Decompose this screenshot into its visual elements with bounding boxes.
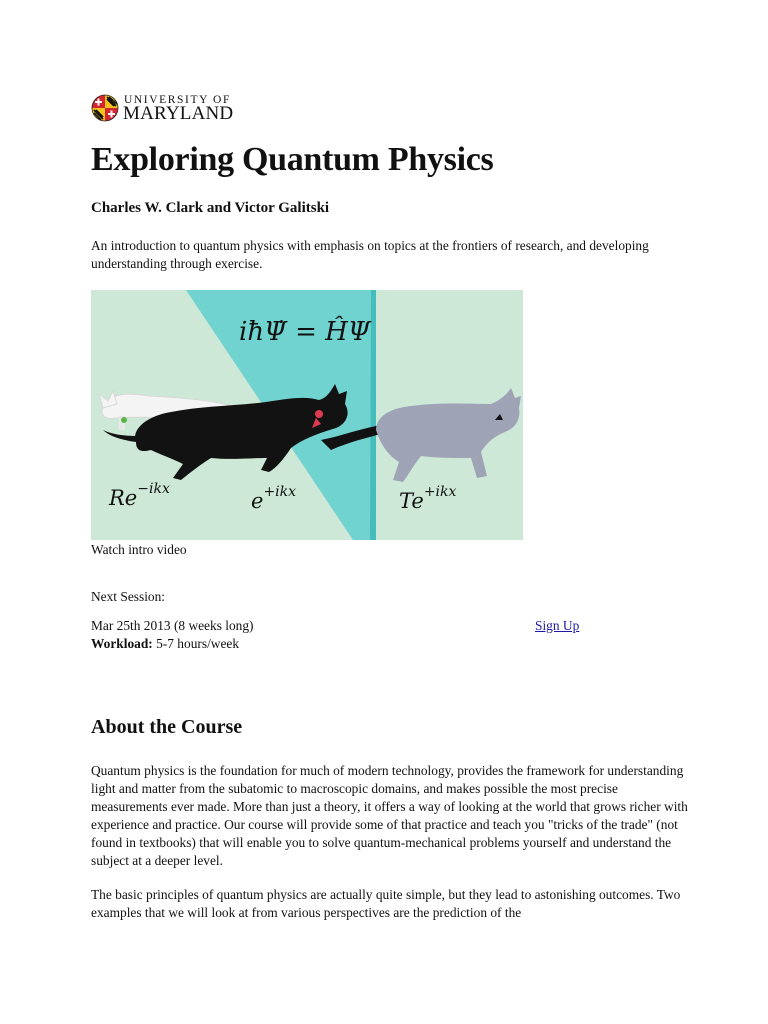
label-transmitted: Te bbox=[399, 489, 424, 513]
session-date: Mar 25th 2013 (8 weeks long) bbox=[91, 618, 254, 633]
workload-label: Workload: bbox=[91, 636, 153, 651]
logo-text-maryland: MARYLAND bbox=[123, 103, 234, 124]
label-incident-exponent: +ikx bbox=[263, 484, 297, 500]
quantum-cats-illustration bbox=[91, 290, 523, 540]
maryland-flag-seal-icon bbox=[91, 93, 119, 123]
label-reflected: Re bbox=[109, 486, 138, 510]
watch-intro-video-link[interactable]: Watch intro video bbox=[91, 542, 187, 557]
course-intro: An introduction to quantum physics with emphasis on topics at the frontiers of research, and developing understanding through exercise. bbox=[91, 238, 649, 271]
about-paragraph-2: The basic principles of quantum physics are actually quite simple, but they lead to astonishing outcomes. Two examples that we will look at from various perspectives are the prediction of the bbox=[91, 887, 681, 920]
label-reflected-exponent: −ikx bbox=[137, 481, 170, 497]
sign-up-link[interactable]: Sign Up bbox=[535, 618, 580, 633]
workload-value: 5-7 hours/week bbox=[152, 636, 240, 651]
label-incident: e bbox=[251, 489, 264, 513]
logo-text-university-of: UNIVERSITY OF bbox=[124, 94, 231, 106]
workload bbox=[91, 636, 239, 652]
intro-video-thumbnail[interactable] bbox=[91, 290, 523, 540]
about-paragraph-1: Quantum physics is the foundation for much of modern technology, provides the framework for understanding light and matter from the subatomic to macroscopic domains, and makes possible the most precise measurements ever made. More than just a theory, it offers a way of looking at the world that grows richer with experience and practice. Our course will provide some of that practice and teach you "tricks of the trade" (not found in textbooks) that will enable you to solve quantum-mechanical problems yourself and understand the subject at a deeper level. bbox=[91, 763, 688, 868]
next-session-label: Next Session: bbox=[91, 589, 166, 604]
page-title: Exploring Quantum Physics bbox=[91, 141, 494, 178]
university-logo bbox=[91, 93, 251, 125]
course-authors: Charles W. Clark and Victor Galitski bbox=[91, 200, 330, 216]
label-transmitted-exponent: +ikx bbox=[423, 484, 457, 500]
about-heading: About the Course bbox=[91, 716, 243, 738]
schrodinger-equation: iħΨ̇ = ĤΨ bbox=[239, 317, 371, 347]
